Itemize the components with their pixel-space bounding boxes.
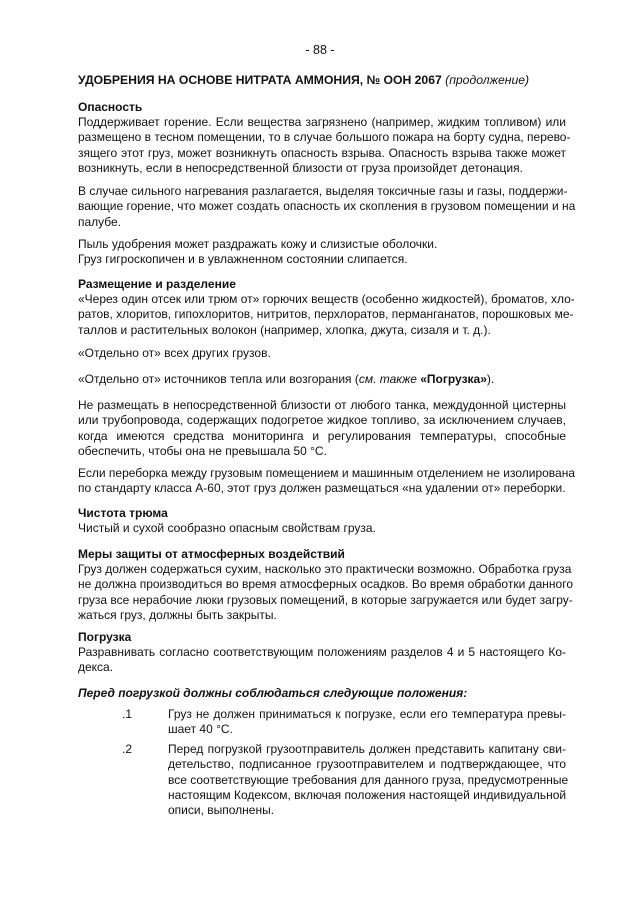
text-line: Не размещать в непосредственной близости от любого танка, междудонной цистерны bbox=[78, 398, 566, 412]
hazard-paragraph-3 bbox=[78, 237, 566, 268]
text-line: Пыль удобрения может раздражать кожу и слизистые оболочки. bbox=[78, 237, 438, 251]
stowage-paragraph-2 bbox=[78, 346, 566, 361]
text-line: по стандарту класса А-60, этот груз должен размещаться «на удалении от» переборки. bbox=[78, 481, 566, 496]
text-line: размещено в тесном помещении, то в случае большого пожара на борту судна, перево- bbox=[78, 130, 571, 145]
text-line: Поддерживает горение. Если вещества загрязнено (например, жидким топливом) или bbox=[78, 115, 566, 129]
text-line bbox=[78, 372, 566, 387]
text-line: Груз не должен приниматься к погрузке, если его температура превы- bbox=[168, 707, 566, 721]
text-line: Чистый и сухой сообразно опасным свойствам груза. bbox=[78, 521, 376, 535]
text-line: когда имеются средства мониторинга и регулирования температуры, способные bbox=[78, 428, 566, 443]
see-also-text: см. также bbox=[358, 372, 417, 386]
page-number: - 88 - bbox=[305, 43, 335, 57]
text-line: жаться груз, должны быть закрыты. bbox=[78, 607, 277, 622]
text-line: Груз должен содержаться сухим, насколько это практически возможно. Обработка груза bbox=[78, 562, 572, 576]
text-line: декса. bbox=[78, 660, 114, 675]
text-line: вающие горение, что может создать опасность их скопления в грузовом помещении и на bbox=[78, 199, 576, 214]
text-line: обеспечить, чтобы она не превышала 50 °С. bbox=[78, 443, 327, 458]
hazard-paragraph-2 bbox=[78, 184, 576, 230]
text-line: шает 40 °С. bbox=[168, 722, 233, 737]
text-line: «Через один отсек или трюм от» горючих веществ (особенно жидкостей), броматов, хло- bbox=[78, 292, 575, 306]
text-line: не должна производиться во время атмосферных осадков. Во время обработки данного bbox=[78, 577, 574, 592]
stowage-paragraph-4 bbox=[78, 398, 566, 459]
text-line: Перед погрузкой грузоотправитель должен представить капитану сви- bbox=[168, 742, 566, 756]
text-line: возникнуть, если в непосредственной близости от груза произойдет детонация. bbox=[78, 160, 523, 175]
text-line: ратов, хлоритов, гипохлоритов, нитритов, перхлоратов, перманганатов, порошковых ме- bbox=[78, 307, 574, 322]
hold-heading: Чистота трюма bbox=[78, 506, 168, 520]
text-line: В случае сильного нагревания разлагается, выделяя токсичные газы и газы, поддержи- bbox=[78, 184, 568, 198]
text-segment: «Отдельно от» источников тепла или возгорания ( bbox=[78, 372, 359, 386]
list-item bbox=[168, 707, 566, 738]
document-title bbox=[78, 73, 529, 87]
stowage-paragraph-5 bbox=[78, 466, 576, 497]
hold-paragraph bbox=[78, 521, 566, 536]
text-line: груза все нерабочие люки грузовых помещений, в которые загружается или будет загру- bbox=[78, 592, 573, 607]
weather-paragraph bbox=[78, 562, 574, 623]
text-line: зящего этот груз, может возникнуть опасность взрыва. Опасность взрыва также может bbox=[78, 145, 566, 160]
text-line: описи, выполнены. bbox=[168, 803, 275, 818]
text-segment: ). bbox=[486, 372, 495, 386]
title-main: УДОБРЕНИЯ НА ОСНОВЕ НИТРАТА АММОНИЯ, № ООН 2067 bbox=[78, 73, 442, 87]
hazard-heading: Опасность bbox=[78, 100, 143, 114]
text-line: палубе. bbox=[78, 214, 122, 229]
stowage-paragraph-3 bbox=[78, 372, 566, 387]
text-line: Разравнивать согласно соответствующим положениям разделов 4 и 5 настоящего Ко- bbox=[78, 645, 566, 659]
text-line: или трубопровода, содержащих подогретое жидкое топливо, за исключением случаев, bbox=[78, 413, 566, 428]
loading-heading: Погрузка bbox=[78, 630, 132, 644]
hazard-paragraph-1 bbox=[78, 115, 571, 176]
text-line: все соответствующие требования для данного груза, предусмотренные bbox=[168, 772, 569, 787]
title-continuation: (продолжение) bbox=[445, 73, 530, 87]
loading-paragraph bbox=[78, 645, 566, 676]
item-number: .2 bbox=[122, 742, 133, 756]
weather-heading: Меры защиты от атмосферных воздействий bbox=[78, 547, 345, 561]
text-line: Если переборка между грузовым помещением и машинным отделением не изолирована bbox=[78, 466, 576, 480]
text-line: Груз гигроскопичен и в увлажненном состоянии слипается. bbox=[78, 252, 408, 267]
stowage-heading: Размещение и разделение bbox=[78, 277, 236, 291]
text-line: детельство, подписанное грузоотправителем и подтверждающее, что bbox=[168, 757, 566, 772]
loading-reference: «Погрузка» bbox=[420, 372, 487, 386]
stowage-paragraph-1 bbox=[78, 292, 575, 338]
list-item bbox=[168, 742, 569, 818]
text-line: настоящим Кодексом, включая положения настоящей индивидуальной bbox=[168, 787, 567, 802]
text-line: «Отдельно от» всех других грузов. bbox=[78, 346, 271, 360]
text-line: таллов и растительных волокон (например, хлопка, джута, сизаля и т. д.). bbox=[78, 322, 491, 337]
item-number: .1 bbox=[122, 707, 133, 721]
prior-heading: Перед погрузкой должны соблюдаться следующие положения: bbox=[78, 686, 468, 700]
